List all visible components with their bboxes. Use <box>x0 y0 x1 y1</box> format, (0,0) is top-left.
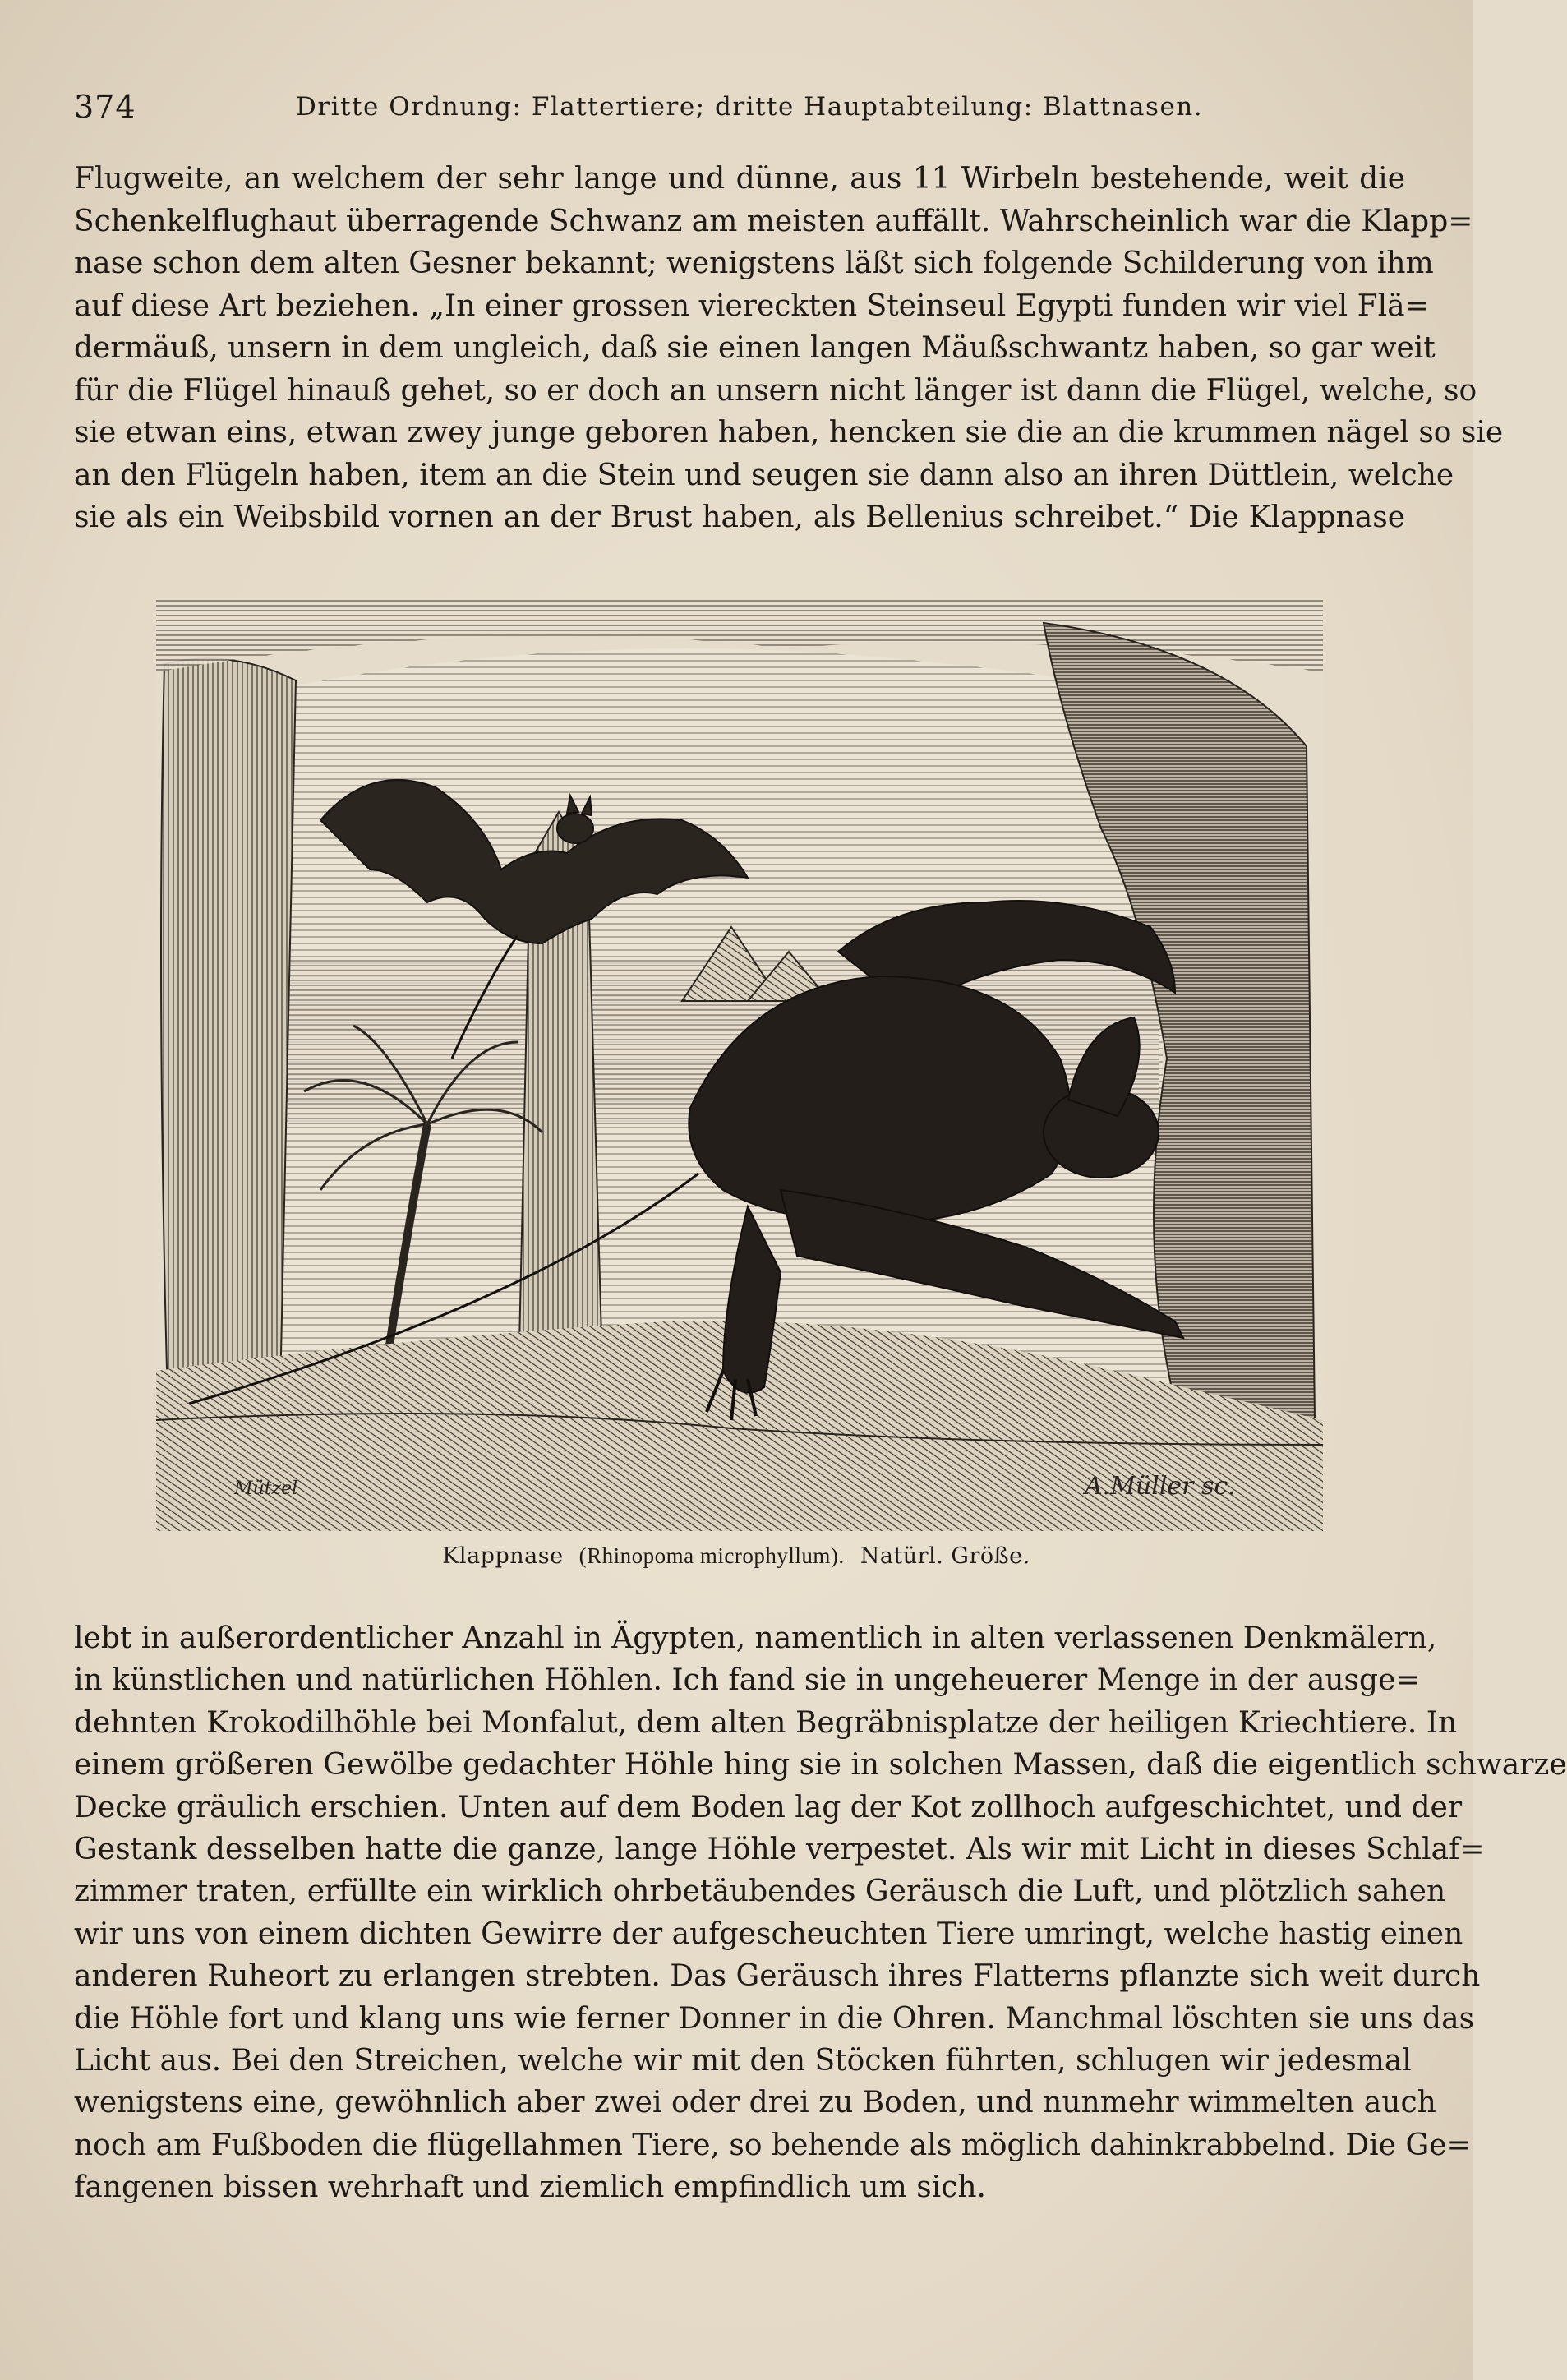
text-line: Gestank desselben hatte die ganze, lange Höhle verpestet. Als wir mit Licht in dieses Schlaf= <box>74 1833 1485 1867</box>
text-line: anderen Ruheort zu erlangen strebten. Das Geräusch ihres Flatterns pflanzte sich weit durch <box>74 1959 1481 1994</box>
body-text-top <box>74 158 1504 539</box>
running-head: Dritte Ordnung: Flattertiere; dritte Hauptabteilung: Blattnasen. <box>296 92 1204 122</box>
text-line: Flugweite, an welchem der sehr lange und dünne, aus 11 Wirbeln bestehende, weit die <box>74 162 1405 196</box>
text-line: einem größeren Gewölbe gedachter Höhle hing sie in solchen Massen, daß die eigentlich schwarze <box>74 1748 1567 1783</box>
text-line: zimmer traten, erfüllte ein wirklich ohrbetäubendes Geräusch die Luft, und plötzlich sahen <box>74 1875 1446 1909</box>
page-header <box>74 89 1399 138</box>
text-line: nase schon dem alten Gesner bekannt; wenigstens läßt sich folgende Schilderung von ihm <box>74 247 1434 280</box>
text-line: Schenkelflughaut überragende Schwanz am meisten auffällt. Wahrscheinlich war die Klapp= <box>74 204 1473 238</box>
text-line: für die Flügel hinauß gehet, so er doch an unsern nicht länger ist dann die Flügel, welche, so <box>74 373 1477 408</box>
text-line: sie etwan eins, etwan zwey junge geboren haben, hencken sie die an die krummen nägel so sie <box>74 416 1504 450</box>
text-line: lebt in außerordentlicher Anzahl in Ägypten, namentlich in alten verlassenen Denkmälern, <box>74 1621 1437 1655</box>
signature-right: A.Müller sc. <box>1085 1472 1236 1501</box>
text-line: in künstlichen und natürlichen Höhlen. Ich fand sie in ungeheuerer Menge in der ausge= <box>74 1663 1421 1698</box>
body-text-bottom <box>74 1617 1567 2209</box>
text-line: noch am Fußboden die flügellahmen Tiere, so behende als möglich dahinkrabbelnd. Die Ge= <box>74 2128 1472 2162</box>
text-line: Licht aus. Bei den Streichen, welche wir mit den Stöcken führten, schlugen wir jedesmal <box>74 2044 1412 2078</box>
text-line: auf diese Art beziehen. „In einer grossen viereckten Steinseul Egypti funden wir viel Flä= <box>74 288 1430 323</box>
text-line: wir uns von einem dichten Gewirre der aufgescheuchten Tiere umringt, welche hastig einen <box>74 1916 1463 1951</box>
caption-scientific-name: (Rhinopoma microphyllum). <box>578 1543 845 1568</box>
text-line: dehnten Krokodilhöhle bei Monfalut, dem alten Begräbnisplatze der heiligen Kriechtiere. In <box>74 1705 1458 1740</box>
text-line: sie als ein Weibsbild vornen an der Brust haben, als Bellenius schreibet.“ Die Klappnase <box>74 500 1405 534</box>
text-line: fangenen bissen wehrhaft und ziemlich empfindlich um sich. <box>74 2170 986 2205</box>
text-line: an den Flügeln haben, item an die Stein und seugen sie dann also an ihren Düttlein, welche <box>74 458 1454 492</box>
caption-size-note: Natürl. Größe. <box>860 1543 1030 1569</box>
text-line: wenigstens eine, gewöhnlich aber zwei oder drei zu Boden, und nunmehr wimmelten auch <box>74 2086 1436 2120</box>
page-number: 374 <box>74 89 136 125</box>
figure-caption <box>0 1543 1473 1569</box>
text-line: dermäuß, unsern in dem ungleich, daß sie einen langen Mäußschwantz haben, so gar weit <box>74 331 1436 365</box>
bat-illustration <box>156 598 1323 1531</box>
caption-common-name: Klappnase <box>442 1543 564 1569</box>
text-line: die Höhle fort und klang uns wie ferner Donner in die Ohren. Manchmal löschten sie uns das <box>74 2001 1475 2036</box>
signature-left: Mützel <box>234 1478 298 1499</box>
text-line: Decke gräulich erschien. Unten auf dem Boden lag der Kot zollhoch aufgeschichtet, und der <box>74 1790 1463 1824</box>
